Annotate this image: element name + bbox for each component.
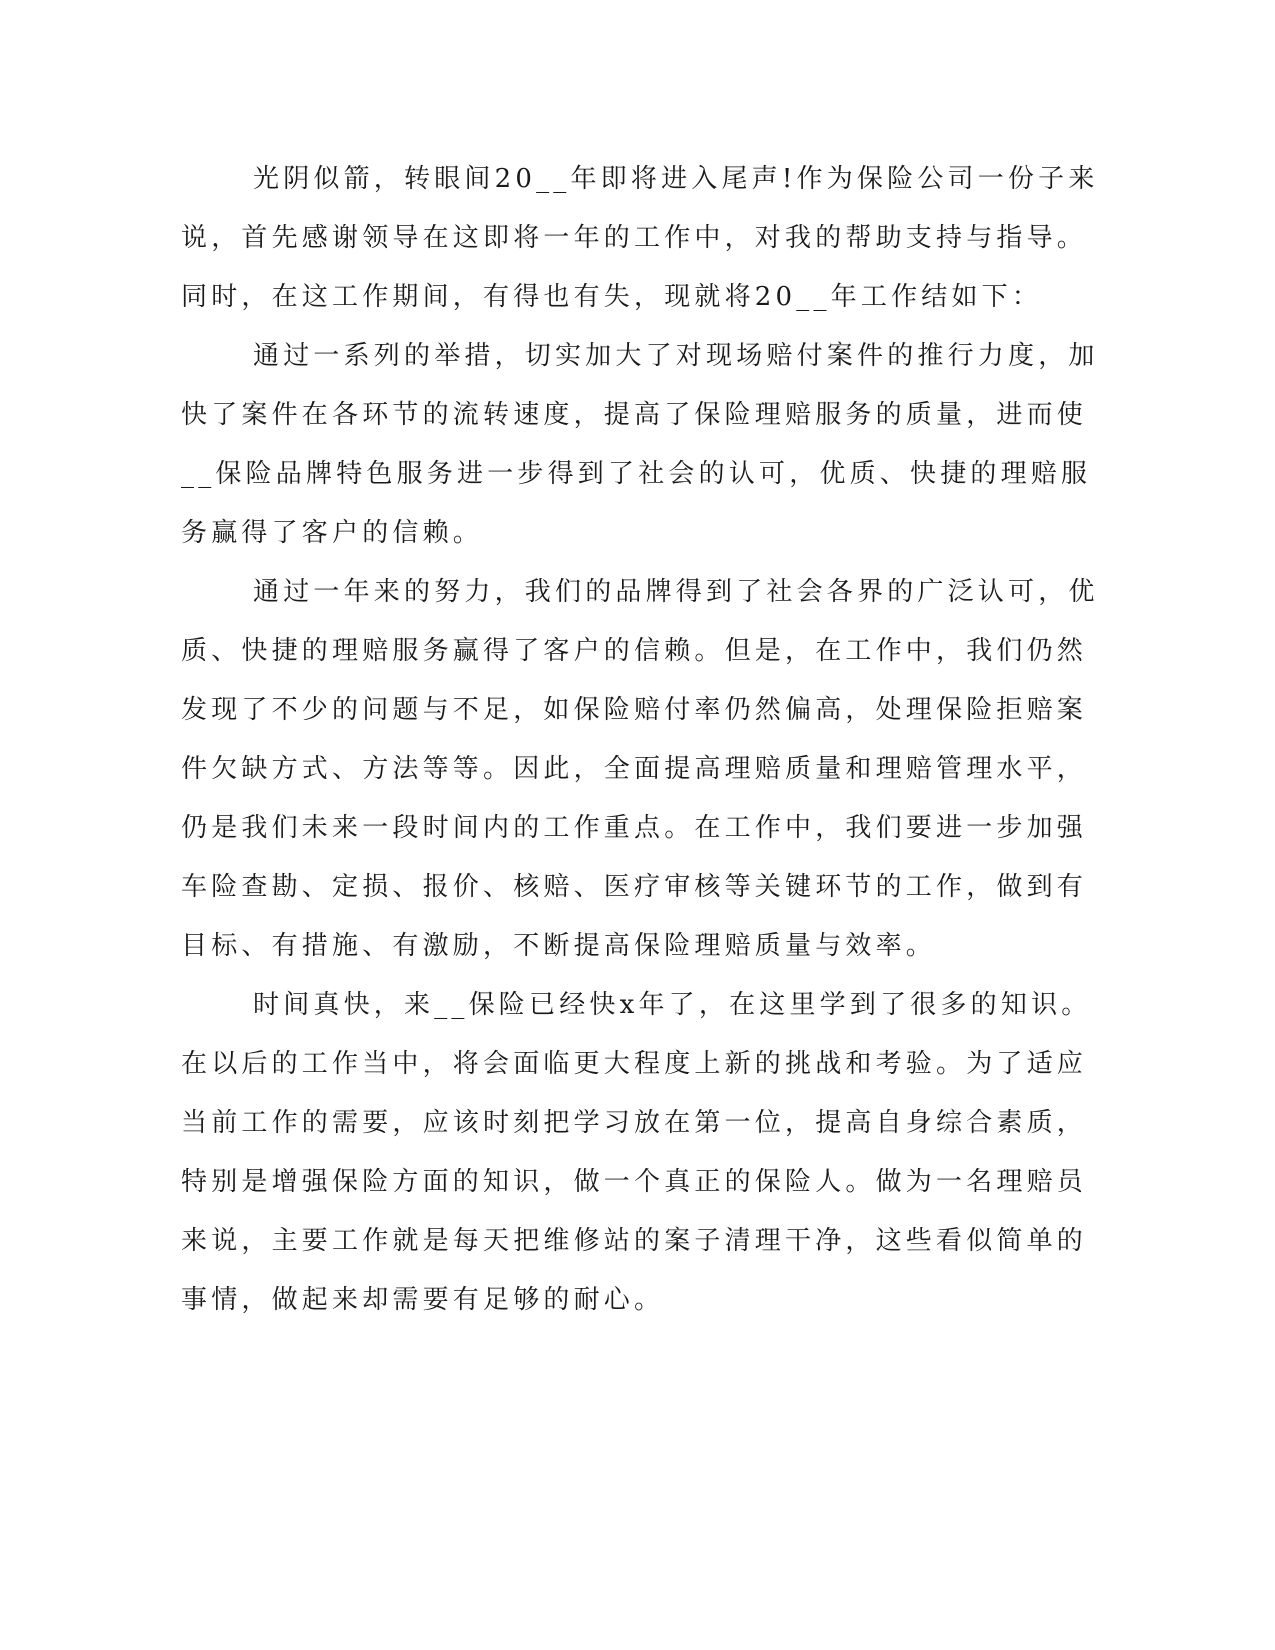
text-line: __保险品牌特色服务进一步得到了社会的认可，优质、快捷的理赔服 — [181, 459, 1092, 489]
text-line: 同时，在这工作期间，有得也有失，现就将20__年工作结如下： — [181, 282, 1043, 312]
text-line: 当前工作的需要，应该时刻把学习放在第一位，提高自身综合素质， — [181, 1108, 1088, 1138]
text-line: 事情，做起来却需要有足够的耐心。 — [181, 1285, 665, 1315]
text-line: 质、快捷的理赔服务赢得了客户的信赖。但是，在工作中，我们仍然 — [181, 636, 1088, 666]
text-line: 通过一年来的努力，我们的品牌得到了社会各界的广泛认可，优 — [253, 577, 1099, 607]
paragraph-4 — [181, 976, 1092, 1330]
document-body — [181, 150, 1099, 1330]
text-line: 说，首先感谢领导在这即将一年的工作中，对我的帮助支持与指导。 — [181, 223, 1088, 253]
text-line: 在以后的工作当中，将会面临更大程度上新的挑战和考验。为了适应 — [181, 1049, 1088, 1079]
text-line: 光阴似箭，转眼间20__年即将进入尾声!作为保险公司一份子来 — [253, 164, 1099, 194]
text-line: 特别是增强保险方面的知识，做一个真正的保险人。做为一名理赔员 — [181, 1167, 1088, 1197]
text-line: 目标、有措施、有激励，不断提高保险理赔质量与效率。 — [181, 931, 937, 961]
text-line: 发现了不少的问题与不足，如保险赔付率仍然偏高，处理保险拒赔案 — [181, 695, 1088, 725]
text-line: 车险查勘、定损、报价、核赔、医疗审核等关键环节的工作，做到有 — [181, 872, 1088, 902]
paragraph-1 — [181, 150, 1099, 327]
text-line: 快了案件在各环节的流转速度，提高了保险理赔服务的质量，进而使 — [181, 400, 1088, 430]
text-line: 来说，主要工作就是每天把维修站的案子清理干净，这些看似简单的 — [181, 1226, 1088, 1256]
paragraph-2 — [181, 327, 1099, 563]
paragraph-3 — [181, 563, 1099, 976]
text-line: 仍是我们未来一段时间内的工作重点。在工作中，我们要进一步加强 — [181, 813, 1088, 843]
text-line: 件欠缺方式、方法等等。因此，全面提高理赔质量和理赔管理水平， — [181, 754, 1088, 784]
text-line: 时间真快，来__保险已经快x年了，在这里学到了很多的知识。 — [253, 990, 1092, 1020]
text-line: 务赢得了客户的信赖。 — [181, 518, 484, 548]
text-line: 通过一系列的举措，切实加大了对现场赔付案件的推行力度，加 — [253, 341, 1099, 371]
